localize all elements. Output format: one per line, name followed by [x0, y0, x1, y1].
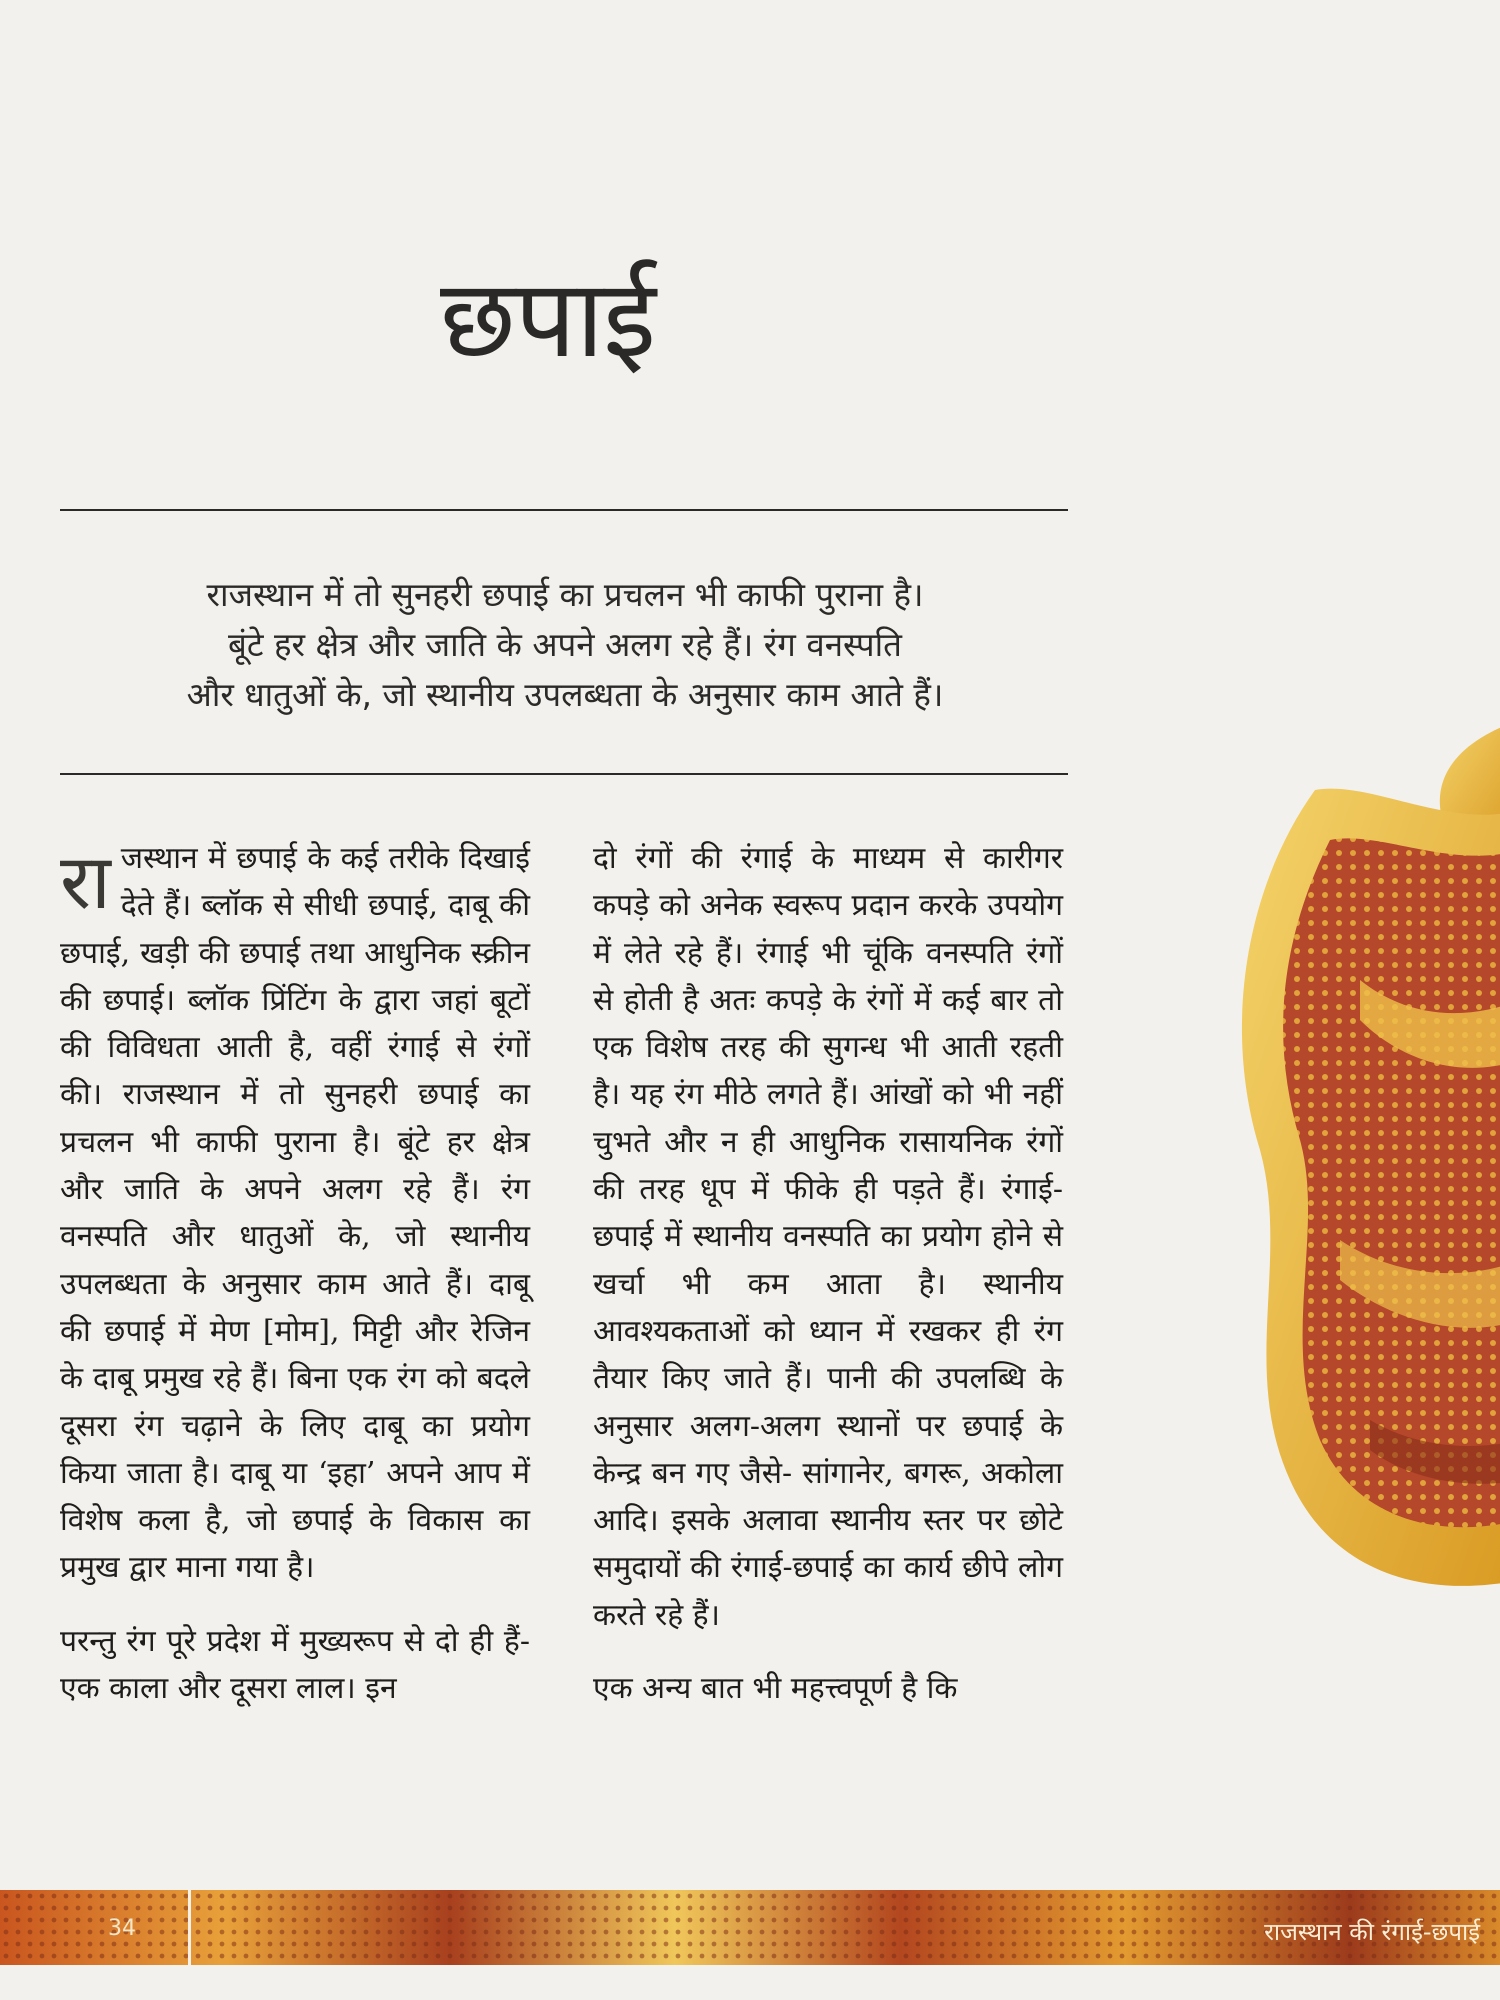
pull-quote-line: और धातुओं के, जो स्थानीय उपलब्धता के अनुसार काम आते हैं।: [186, 675, 944, 714]
paragraph-text: जस्थान में छपाई के कई तरीके दिखाई देते हैं। ब्लॉक से सीधी छपाई, दाबू की छपाई, खड़ी की छपाई तथा आधुनिक स्क्रीन की छपाई। ब्लॉक प्रिंटिंग के द्वारा जहां बूटों की विविधता आती है, वहीं रंगाई से रंगों की। राजस्थान में तो सुनहरी छपाई का प्रचलन भी काफी पुराना है। बूंटे हर क्षेत्र और जाति के अपने अलग रहे हैं। रंग वनस्पति और धातुओं के, जो स्थानीय उपलब्धता के अनुसार काम आते हैं। दाबू की छपाई में मेण [मोम], मिट्टी और रेजिन के दाबू प्रमुख रहे हैं। बिना एक रंग को बदले दूसरा रंग चढ़ाने के लिए दाबू का प्रयोग किया जाता है। दाबू या ‘इहा’ अपने आप में विशेष कला है, जो छपाई के विकास का प्रमुख द्वार माना गया है।: [60, 841, 530, 1586]
running-title: राजस्थान की रंगाई-छपाई: [1264, 1918, 1480, 1946]
body-paragraph: दो रंगों की रंगाई के माध्यम से कारीगर कपड़े को अनेक स्वरूप प्रदान करके उपयोग में लेते रहे हैं। रंगाई भी चूंकि वनस्पति रंगों से होती है अतः कपड़े के रंगों में कई बार तो एक विशेष तरह की सुगन्ध भी आती रहती है। यह रंग मीठे लगते हैं। आंखों को भी नहीं चुभते और न ही आधुनिक रासायनिक रंगों की तरह धूप में फीके ही पड़ते हैं। रंगाई-छपाई में स्थानीय वनस्पति का प्रयोग होने से खर्चा भी कम आता है। स्थानीय आवश्यकताओं को ध्यान में रखकर ही रंग तैयार किए जाते हैं। पानी की उपलब्धि के अनुसार अलग-अलग स्थानों पर छपाई के केन्द्र बन गए जैसे- सांगानेर, बगरू, अकोला आदि। इसके अलावा स्थानीय स्तर पर छोटे समुदायों की रंगाई-छपाई का कार्य छीपे लोग करते रहे हैं।: [593, 841, 1063, 1633]
printed-fabric-image: [1220, 720, 1500, 1730]
page-number: 34: [108, 1916, 136, 1941]
drop-cap: रा: [60, 837, 111, 926]
pull-quote-line: राजस्थान में तो सुनहरी छपाई का प्रचलन भी काफी पुराना है।: [206, 575, 924, 614]
body-paragraph: परन्तु रंग पूरे प्रदेश में मुख्यरूप से दो ही हैं- एक काला और दूसरा लाल। इन: [60, 1623, 530, 1707]
body-column-left: [60, 835, 530, 1738]
body-paragraph: एक अन्य बात भी महत्त्वपूर्ण है कि: [593, 1671, 958, 1707]
body-paragraph: [60, 835, 530, 1592]
body-column-right: [593, 835, 1063, 1738]
article-title: छपाई: [440, 257, 656, 382]
footer-divider: [188, 1890, 191, 1965]
pull-quote-line: बूंटे हर क्षेत्र और जाति के अपने अलग रहे हैं। रंग वनस्पति: [228, 625, 902, 664]
divider-bottom: [60, 773, 1068, 775]
pull-quote: [110, 570, 1020, 720]
divider-top: [60, 509, 1068, 511]
